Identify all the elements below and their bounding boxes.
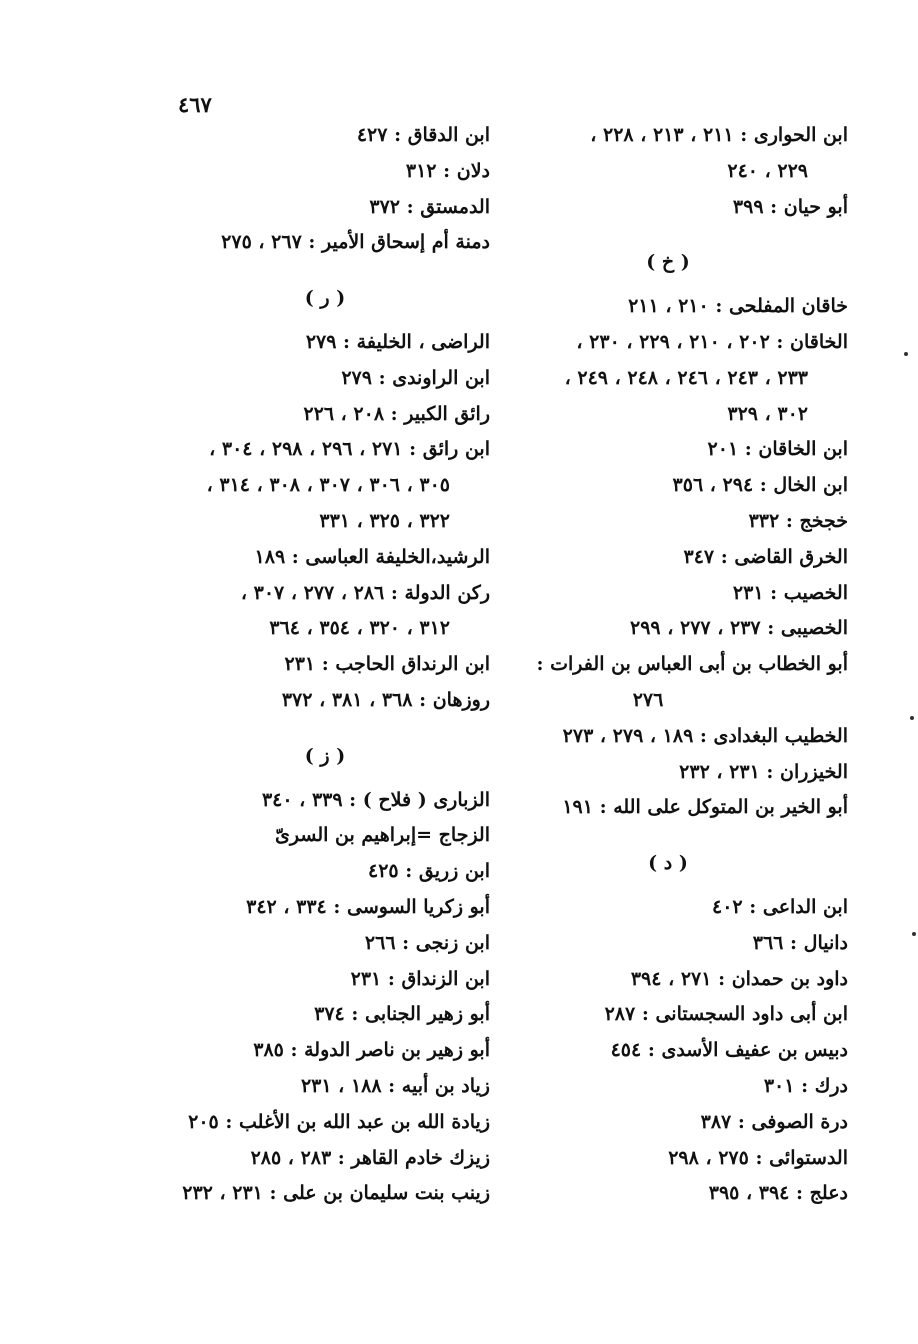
index-entry: الراضى ، الخليفة : ٢٧٩ — [305, 330, 490, 353]
index-entry: رائق الكبير : ٢٠٨ ، ٢٢٦ — [303, 402, 490, 425]
index-entry: أبو حيان : ٣٩٩ — [732, 195, 848, 218]
index-entry: ابن الرنداق الحاجب : ٢٣١ — [284, 653, 490, 676]
index-entry: الخاقان : ٢٠٢ ، ٢١٠ ، ٢٢٩ ، ٢٣٠ ، — [576, 330, 848, 353]
page-number: ٤٦٧ — [178, 92, 212, 117]
index-entry: ابن الخاقان : ٢٠١ — [707, 438, 848, 461]
index-entry: خاقان المفلحى : ٢١٠ ، ٢١١ — [628, 295, 848, 318]
index-entry: أبو الخطاب بن أبى العباس بن الفرات : — [536, 653, 848, 676]
index-entry: خجخج : ٣٣٢ — [748, 509, 848, 532]
index-entry: الخطيب البغدادى : ١٨٩ ، ٢٧٩ ، ٢٧٣ — [562, 724, 848, 747]
index-entry: درة الصوفى : ٣٨٧ — [700, 1110, 848, 1133]
index-entry-continuation: ٣٢٢ ، ٣٢٥ ، ٣٣١ — [319, 509, 450, 532]
index-entry-continuation: ٣١٢ ، ٣٢٠ ، ٣٥٤ ، ٣٦٤ — [269, 617, 450, 640]
index-entry-continuation: ٣٠٥ ، ٣٠٦ ، ٣٠٧ ، ٣٠٨ ، ٣١٤ ، — [206, 474, 450, 497]
index-entry: ابن الدقاق : ٤٢٧ — [356, 124, 490, 146]
index-entry: دانيال : ٣٦٦ — [752, 931, 848, 954]
index-entry: الخصيب : ٢٣١ — [732, 581, 848, 604]
index-entry: داود بن حمدان : ٢٧١ ، ٣٩٤ — [630, 967, 848, 990]
index-entry-continuation: ٣٠٢ ، ٣٢٩ — [727, 402, 808, 425]
section-heading-ra: ( ر ) — [304, 287, 346, 310]
index-entry-continuation: ٢٢٩ ، ٢٤٠ — [727, 159, 808, 182]
index-entry: الرشيد،الخليفة العباسى : ١٨٩ — [254, 545, 490, 568]
index-entry: أبو زكريا السوسى : ٣٣٤ ، ٣٤٢ — [246, 895, 490, 918]
index-entry: ابن الزنداق : ٢٣١ — [350, 967, 490, 990]
index-entry: ابن رائق : ٢٧١ ، ٢٩٦ ، ٢٩٨ ، ٣٠٤ ، — [209, 438, 490, 461]
index-entry: دعلج : ٣٩٤ ، ٣٩٥ — [708, 1182, 848, 1205]
index-entry: زياد بن أبيه : ١٨٨ ، ٢٣١ — [300, 1074, 490, 1097]
index-entry: دلان : ٣١٢ — [405, 159, 490, 182]
index-entry: الزجاج =إبراهيم بن السرىّ — [275, 824, 490, 847]
index-entry: ابن أبى داود السجستانى : ٢٨٧ — [604, 1003, 848, 1026]
index-entry: ركن الدولة : ٢٨٦ ، ٢٧٧ ، ٣٠٧ ، — [240, 581, 490, 604]
index-entry: دمنة أم إسحاق الأمير : ٢٦٧ ، ٢٧٥ — [221, 231, 490, 254]
index-entry-continuation: ٢٣٣ ، ٢٤٣ ، ٢٤٦ ، ٢٤٨ ، ٢٤٩ ، — [564, 366, 808, 389]
index-entry: ابن زنجى : ٢٦٦ — [364, 931, 490, 954]
index-entry: أبو زهير بن ناصر الدولة : ٣٨٥ — [253, 1039, 490, 1062]
scan-speck — [910, 716, 914, 720]
index-entry: الخرق القاضى : ٣٤٧ — [683, 545, 848, 568]
index-entry: ابن الحوارى : ٢١١ ، ٢١٣ ، ٢٢٨ ، — [590, 124, 848, 146]
scan-speck — [904, 352, 908, 356]
index-entry: زيادة الله بن عبد الله بن الأغلب : ٢٠٥ — [188, 1110, 490, 1133]
index-entry: ابن الراوندى : ٢٧٩ — [341, 366, 490, 389]
index-column-left — [160, 118, 490, 1212]
section-heading-dal: ( د ) — [648, 852, 688, 875]
index-entry: درك : ٣٠١ — [763, 1074, 848, 1097]
index-entry: أبو الخير بن المتوكل على الله : ١٩١ — [562, 796, 848, 819]
index-entry: ابن زريق : ٤٢٥ — [368, 860, 490, 883]
index-entry: الزبارى ( فلاح ) : ٣٣٩ ، ٣٤٠ — [261, 788, 490, 811]
index-entry-continuation: ٢٧٦ — [632, 688, 664, 711]
index-column-right — [488, 118, 848, 1212]
index-entry: زينب بنت سليمان بن على : ٢٣١ ، ٢٣٢ — [182, 1182, 490, 1205]
section-heading-zay: ( ز ) — [304, 744, 346, 767]
index-entry: الدمستق : ٣٧٢ — [369, 195, 490, 218]
index-entry: الدستوائى : ٢٧٥ ، ٢٩٨ — [668, 1146, 848, 1169]
scan-speck — [912, 932, 916, 936]
index-entry: أبو زهير الجنابى : ٣٧٤ — [314, 1003, 490, 1026]
index-entry: دبيس بن عفيف الأسدى : ٤٥٤ — [610, 1039, 848, 1062]
index-entry: ابن الخال : ٢٩٤ ، ٣٥٦ — [672, 474, 848, 497]
index-entry: ابن الداعى : ٤٠٢ — [711, 895, 848, 918]
section-heading-kha: ( خ ) — [646, 251, 690, 274]
index-entry: زيزك خادم القاهر : ٢٨٣ ، ٢٨٥ — [250, 1146, 490, 1169]
index-entry: روزهان : ٣٦٨ ، ٣٨١ ، ٣٧٢ — [281, 688, 490, 711]
index-entry: الخصيبى : ٢٣٧ ، ٢٧٧ ، ٢٩٩ — [630, 617, 848, 640]
index-entry: الخيزران : ٢٣١ ، ٢٣٢ — [679, 760, 848, 783]
